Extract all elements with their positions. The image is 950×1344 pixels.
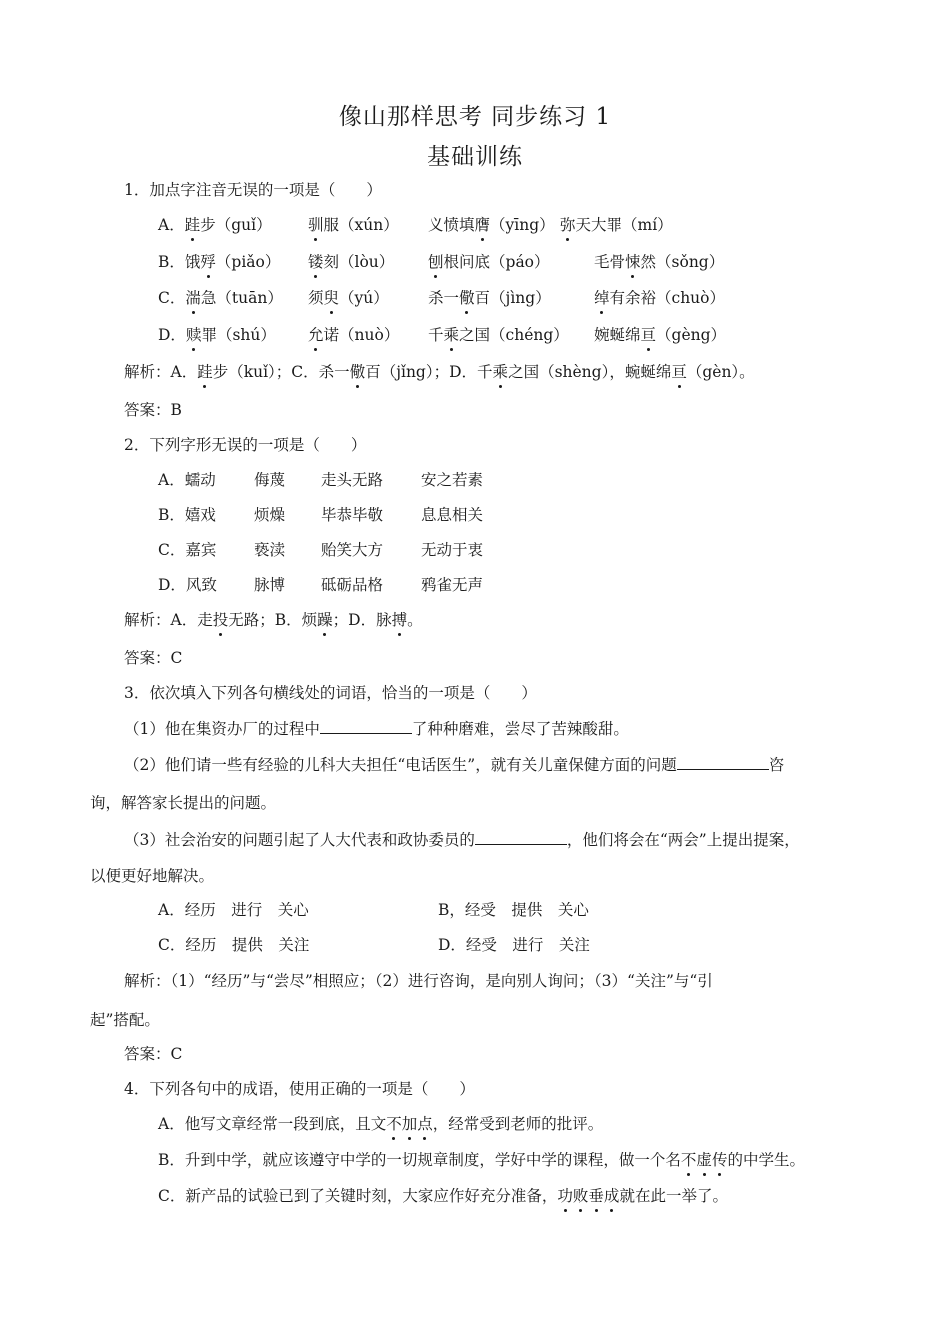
q4-option-c: C．新产品的试验已到了关键时刻，大家应作好充分准备，功败垂成就在此一举了。 <box>158 1187 728 1205</box>
q4-option-a: A．他写文章经常一段到底，且文不加点，经常受到老师的批评。 <box>158 1115 604 1133</box>
q3-sentence-2: （2）他们请一些有经验的儿科大夫担任“电话医生”，就有关儿童保健方面的问题 咨 <box>124 756 785 774</box>
document-page: 像山那样思考 同步练习 1 基础训练 1．加点字注音无误的一项是（ ） A．跬步（guǐ） 驯服（xún） 义愤填膺（yīng） 弥天大罪（mí） B．饿殍（piǎo） 镂刻（lòu） 刨根问底（páo） 毛骨悚然（sǒng） C．湍急（tuān） 须臾（yú） 杀一儆百（jìng） 绰有余裕（chuò） D．赎罪（shú） 允诺（nuò） 千乘之国（chéng） 婉蜒绵亘（gèng） 解析：A．跬步（kuǐ）；C．杀一儆百（jǐng）；D．千乘之国（shèng），蜿蜒绵亘（gèn）。 答案：B 2．下列字形无误的一项是（ ） A．蠕动 侮蔑 走头无路 安之若素 B．嬉戏 烦燥 毕恭毕敬 息息相关 C．嘉宾 亵渎 贻笑大方 无动于衷 D．风致 脉博 砥砺品格 鸦雀无声 解析：A．走投无路；B．烦躁；D．脉搏。 答案：C 3．依次填入下列各句横线处的词语，恰当的一项是（ ） （1）他在集资办厂的过程中 了种种磨难，尝尽了苦辣酸甜。 （2）他们请一些有经验的儿科大夫担任“电话医生”，就有关儿童保健方面的问题 咨 询，解答家长提出的问题。 （3）社会治安的问题引起了人大代表和政协委员的 ，他们将会在“两会”上提出提案， 以便更好地解决。 A．经历 进行 关心 B，经受 提供 关心 C．经历 提供 关注 D．经受 进行 关注 解析：（1）“经历”与“尝尽”相照应；（2）进行咨询，是向别人询问；（3）“关注”与“引 起”搭配。 答案：C 4．下列各句中的成语，使用正确的一项是（ ） A．他写文章经常一段到底，且文不加点，经常受到老师的批评。 B．升到中学，就应该遵守中学的一切规章制度，学好中学的课程，做一个名不虚传的中学生。 C．新产品的试验已到了关键时刻，大家应作好充分准备，功败垂成就在此一举了。 <box>0 0 950 1344</box>
q3-blank-2 <box>677 754 769 770</box>
page-subtitle: 基础训练 <box>427 144 523 170</box>
q3-answer: 答案：C <box>124 1045 183 1063</box>
q3-stem: 3．依次填入下列各句横线处的词语，恰当的一项是（ ） <box>124 684 537 702</box>
q2-answer: 答案：C <box>124 649 183 667</box>
q3-sentence-3-cont: 以便更好地解决。 <box>90 867 215 885</box>
q4-option-b: B．升到中学，就应该遵守中学的一切规章制度，学好中学的课程，做一个名不虚传的中学生。 <box>158 1151 805 1169</box>
q3-analysis-cont: 起”搭配。 <box>90 1011 160 1029</box>
q3-sentence-3: （3）社会治安的问题引起了人大代表和政协委员的 ，他们将会在“两会”上提出提案， <box>124 831 800 849</box>
q3-option-a: A．经历 进行 关心 <box>158 901 309 919</box>
q3-option-d: D．经受 进行 关注 <box>438 936 590 954</box>
q3-blank-1 <box>320 718 412 734</box>
q3-sentence-1: （1）他在集资办厂的过程中 了种种磨难，尝尽了苦辣酸甜。 <box>124 720 629 738</box>
q3-analysis: 解析：（1）“经历”与“尝尽”相照应；（2）进行咨询，是向别人询问；（3）“关注”与“引 <box>124 972 713 990</box>
q1-stem: 1．加点字注音无误的一项是（ ） <box>124 181 382 199</box>
q2-stem: 2．下列字形无误的一项是（ ） <box>124 436 367 454</box>
q3-blank-3 <box>475 829 567 845</box>
q3-option-c: C．经历 提供 关注 <box>158 936 310 954</box>
q3-sentence-2-cont: 询，解答家长提出的问题。 <box>90 794 277 812</box>
q1-answer: 答案：B <box>124 401 182 419</box>
q3-option-b: B，经受 提供 关心 <box>438 901 589 919</box>
q2-analysis: 解析：A．走投无路；B．烦躁；D．脉搏。 <box>124 611 423 629</box>
q4-stem: 4．下列各句中的成语，使用正确的一项是（ ） <box>124 1080 475 1098</box>
page-title: 像山那样思考 同步练习 1 <box>338 104 612 130</box>
q1-analysis: 解析：A．跬步（kuǐ）；C．杀一儆百（jǐng）；D．千乘之国（shèng），蜿蜒绵亘（gèn）。 <box>124 363 755 381</box>
